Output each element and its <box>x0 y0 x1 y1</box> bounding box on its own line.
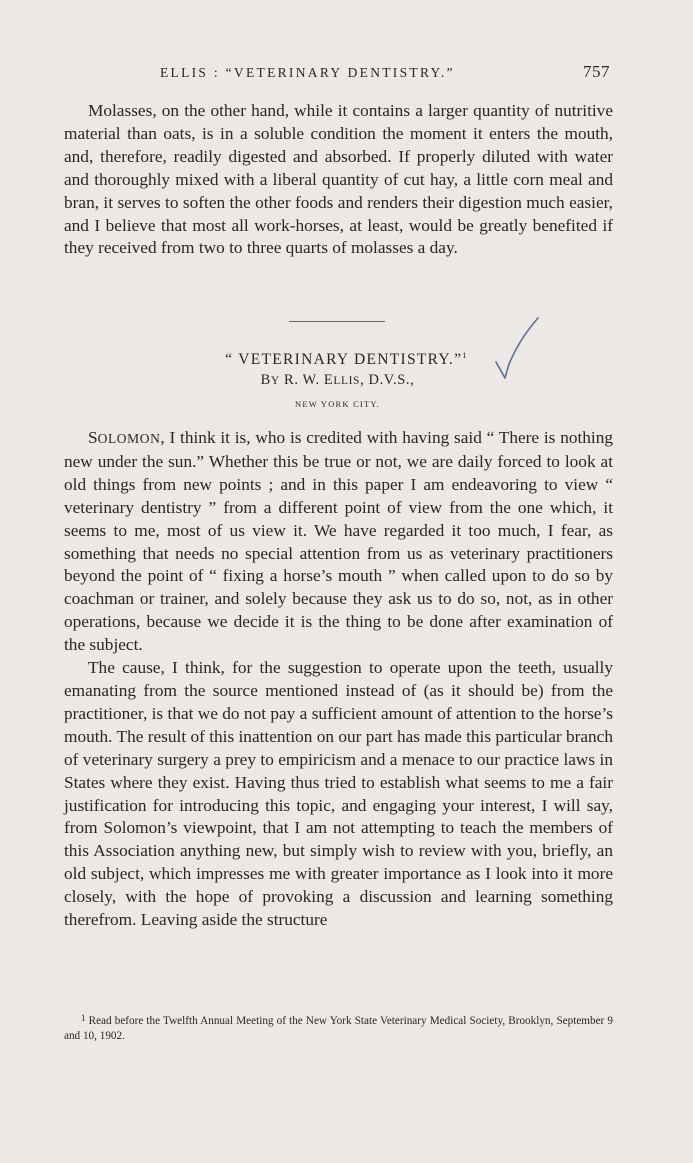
byline-surname-rest: LLIS <box>333 375 361 387</box>
title-footnote-marker: 1 <box>462 350 468 360</box>
paragraph-cause: The cause, I think, for the suggestion to operate upon the teeth, usually emanating from the source mentioned instead of (as it should be) from the practitioner, is that we do not pay a sufficient amount of attention to the horse’s mouth. The result of this inattention on our part has made this particular branch of veterinary surgery a prey to empiricism and a menace to our practice laws in States where they exist. Having thus tried to establish what seems to me a fair justification for introducing this topic, and engaging your interest, I will say, from Solomon’s viewpoint, that I am not attempting to teach the members of this Association anything new, but simply wish to review with you, briefly, an old subject, which impresses me with greater importance as I look into it more closely, with the hope of provoking a discussion and learning something therefrom. Leaving aside the structure <box>64 658 613 930</box>
previous-article-continuation <box>64 100 613 260</box>
article-title-text: “ VETERINARY DENTISTRY.” <box>225 350 463 368</box>
handwritten-checkmark-icon <box>494 316 546 386</box>
byline-initials: R. W. E <box>279 372 334 388</box>
article-byline <box>0 372 675 389</box>
running-head <box>160 62 610 86</box>
paragraph-solomon-text: , I think it is, who is credited with having said “ There is nothing new under the sun.” Whether this be true or not, we are daily forced to look at old things from new points ; and in this paper I am endeavoring to view “ veterinary dentistry ” from a different point of view from the one which, it seems to me, most of us view it. We have regarded it too much, I fear, as something that needs no special attention from us as veterinary practitioners beyond the point of “ fixing a horse’s mouth ” when called upon to do so by coachman or trainer, and solely because they ask us to do so, not, as in other operations, because we decide it is the thing to be done after examination of the subject. <box>64 428 613 655</box>
byline-by-rest: Y <box>270 375 280 387</box>
article-title <box>0 350 693 369</box>
footnote <box>64 1011 613 1043</box>
author-location: NEW YORK CITY. <box>295 399 380 409</box>
first-word-small-caps: OLOMON <box>97 431 161 446</box>
section-divider <box>289 321 385 322</box>
footnote-number: 1 <box>81 1013 86 1023</box>
article-body <box>64 427 613 932</box>
footnote-text: Read before the Twelfth Annual Meeting of the New York State Veterinary Medical Society, Brooklyn, September 9 and 10, 1902. <box>64 1015 614 1042</box>
page-number: 757 <box>583 62 610 81</box>
byline-degree: , D.V.S., <box>360 372 415 388</box>
paragraph-solomon <box>64 427 613 657</box>
running-head-title: ELLIS : “VETERINARY DENTISTRY.” <box>160 65 455 80</box>
byline-by-initial: B <box>260 372 271 388</box>
paragraph-molasses: Molasses, on the other hand, while it contains a larger quantity of nutritive material than oats, is in a soluble condition the moment it enters the mouth, and, therefore, readily digested and absorbed. If properly diluted with water and thoroughly mixed with a liberal quantity of cut hay, a little corn meal and bran, it serves to soften the other foods and renders their digestion much easier, and I believe that most all work-horses, at least, would be greatly benefited if they received from two to three quarts of molasses a day. <box>64 101 613 258</box>
dropcap-letter: S <box>88 428 98 447</box>
